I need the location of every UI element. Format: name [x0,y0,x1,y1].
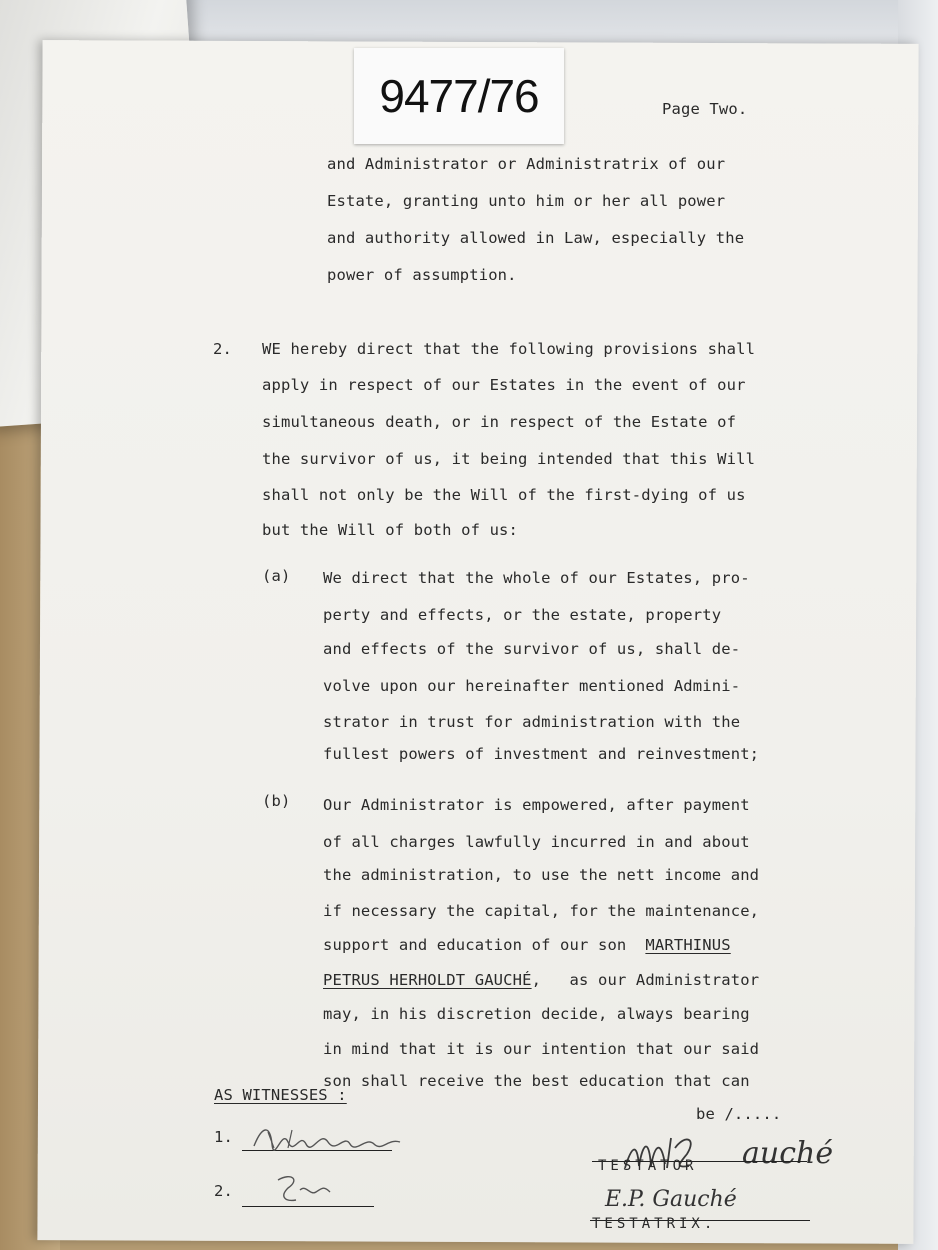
clause-2-line-6: but the Will of both of us: [262,521,519,539]
clause-2-line-3: simultaneous death, or in respect of the Estate of [262,413,737,431]
page-label: Page Two. [662,100,748,118]
subclause-b-label: (b) [262,792,291,810]
subclause-b-line-6 [323,971,759,989]
testator-signature-text: auché [742,1136,834,1171]
continuation-marker: be /..... [696,1105,782,1123]
subclause-a-line-5: strator in trust for administration with the [323,713,741,731]
testator-label: TESTATOR [598,1158,698,1174]
subclause-b-line-6-text: as our Administrator [569,971,760,989]
intro-line-2: Estate, granting unto him or her all power [327,192,726,210]
clause-2-line-1: WE hereby direct that the following provisions shall [262,340,756,358]
clause-2-line-5: shall not only be the Will of the first-dying of us [262,486,746,504]
subclause-a-line-4: volve upon our hereinafter mentioned Admini- [323,677,741,695]
subclause-b-line-7: may, in his discretion decide, always bearing [323,1005,750,1023]
subclause-a-line-3: and effects of the survivor of us, shall de- [323,640,741,658]
subclause-a-line-1: We direct that the whole of our Estates, pro- [323,569,750,587]
subclause-b-line-8: in mind that it is our intention that our said [323,1040,760,1058]
clause-2-line-4: the survivor of us, it being intended that this Will [262,450,756,468]
subclause-a-line-2: perty and effects, or the estate, property [323,606,722,624]
subclause-a-line-6: fullest powers of investment and reinvestment; [323,745,760,763]
intro-line-3: and authority allowed in Law, especially the [327,229,745,247]
subclause-b-line-1: Our Administrator is empowered, after payment [323,796,750,814]
intro-line-1: and Administrator or Administratrix of our [327,155,726,173]
subclause-b-line-3: the administration, to use the nett income and [323,866,760,884]
subclause-a-label: (a) [262,567,291,585]
witness-1-number: 1. [214,1128,233,1146]
file-number-label: 9477/76 [354,48,564,144]
witness-2-number: 2. [214,1182,233,1200]
son-name-part-2: PETRUS HERHOLDT GAUCHÉ [323,971,532,989]
intro-line-4: power of assumption. [327,266,517,284]
testatrix-label: TESTATRIX. [592,1216,717,1232]
clause-2-number: 2. [213,340,232,358]
testatrix-signature: E.P. Gauché [605,1187,737,1212]
son-name-part-1: MARTHINUS [645,936,731,954]
subclause-b-line-2: of all charges lawfully incurred in and about [323,833,750,851]
son-name-comma: , [531,971,542,989]
subclause-b-line-5 [323,936,731,954]
subclause-b-line-5-text: support and education of our son [323,936,627,954]
witness-2-signature [270,1170,340,1210]
subclause-b-line-9: son shall receive the best education that can [323,1072,750,1090]
clause-2-line-2: apply in respect of our Estates in the event of our [262,376,746,394]
subclause-b-line-4: if necessary the capital, for the maintenance, [323,902,760,920]
witness-1-signature [248,1118,408,1158]
witnesses-heading: AS WITNESSES : [214,1086,347,1104]
